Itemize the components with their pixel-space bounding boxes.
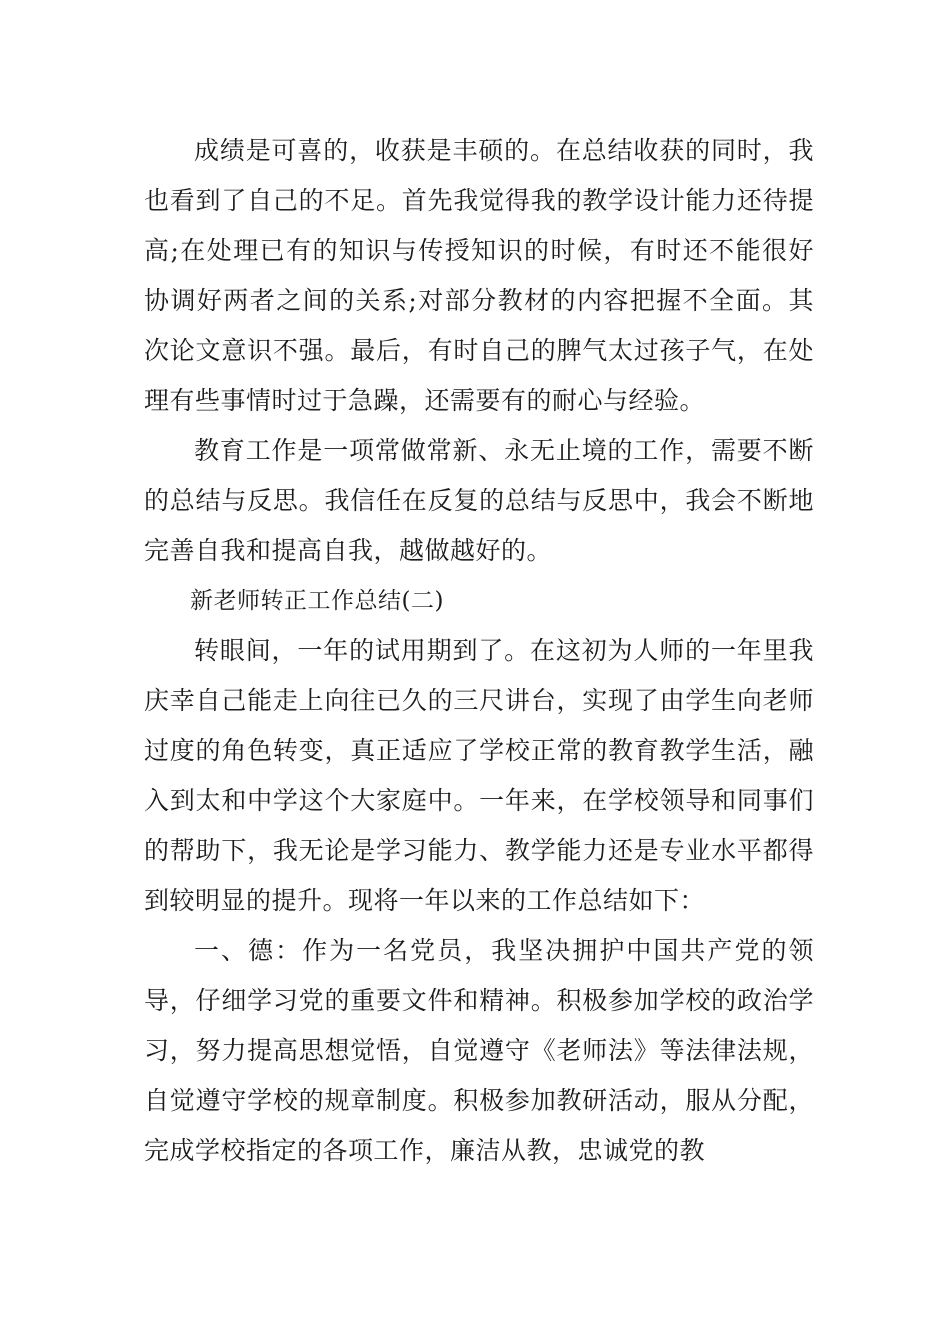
paragraph-morality: 一、德：作为一名党员，我坚决拥护中国共产党的领导，仔细学习党的重要文件和精神。积极参加学校的政治学习，努力提高思想觉悟，自觉遵守《老师法》等法律法规，自觉遵守学校的规章制度。积极参加教研活动，服从分配，完成学校指定的各项工作，廉洁从教，忠诚党的教 [144, 936, 814, 1165]
document-body [144, 126, 814, 1176]
paragraph-intro: 转眼间，一年的试用期到了。在这初为人师的一年里我庆幸自己能走上向往已久的三尺讲台，实现了由学生向老师过度的角色转变，真正适应了学校正常的教育教学生活，融入到太和中学这个大家庭中。一年来，在学校领导和同事们的帮助下，我无论是学习能力、教学能力还是专业水平都得到较明显的提升。现将一年以来的工作总结如下： [144, 636, 814, 915]
paragraph-shortcomings: 成绩是可喜的，收获是丰硕的。在总结收获的同时，我也看到了自己的不足。首先我觉得我的教学设计能力还待提高;在处理已有的知识与传授知识的时候，有时还不能很好协调好两者之间的关系;对部分教材的内容把握不全面。其次论文意识不强。最后，有时自己的脾气太过孩子气，在处理有些事情时过于急躁，还需要有的耐心与经验。 [144, 136, 814, 415]
paragraph-reflection: 教育工作是一项常做常新、永无止境的工作，需要不断的总结与反思。我信任在反复的总结与反思中，我会不断地完善自我和提高自我，越做越好的。 [144, 436, 814, 565]
section-title: 新老师转正工作总结(二) [190, 588, 444, 614]
